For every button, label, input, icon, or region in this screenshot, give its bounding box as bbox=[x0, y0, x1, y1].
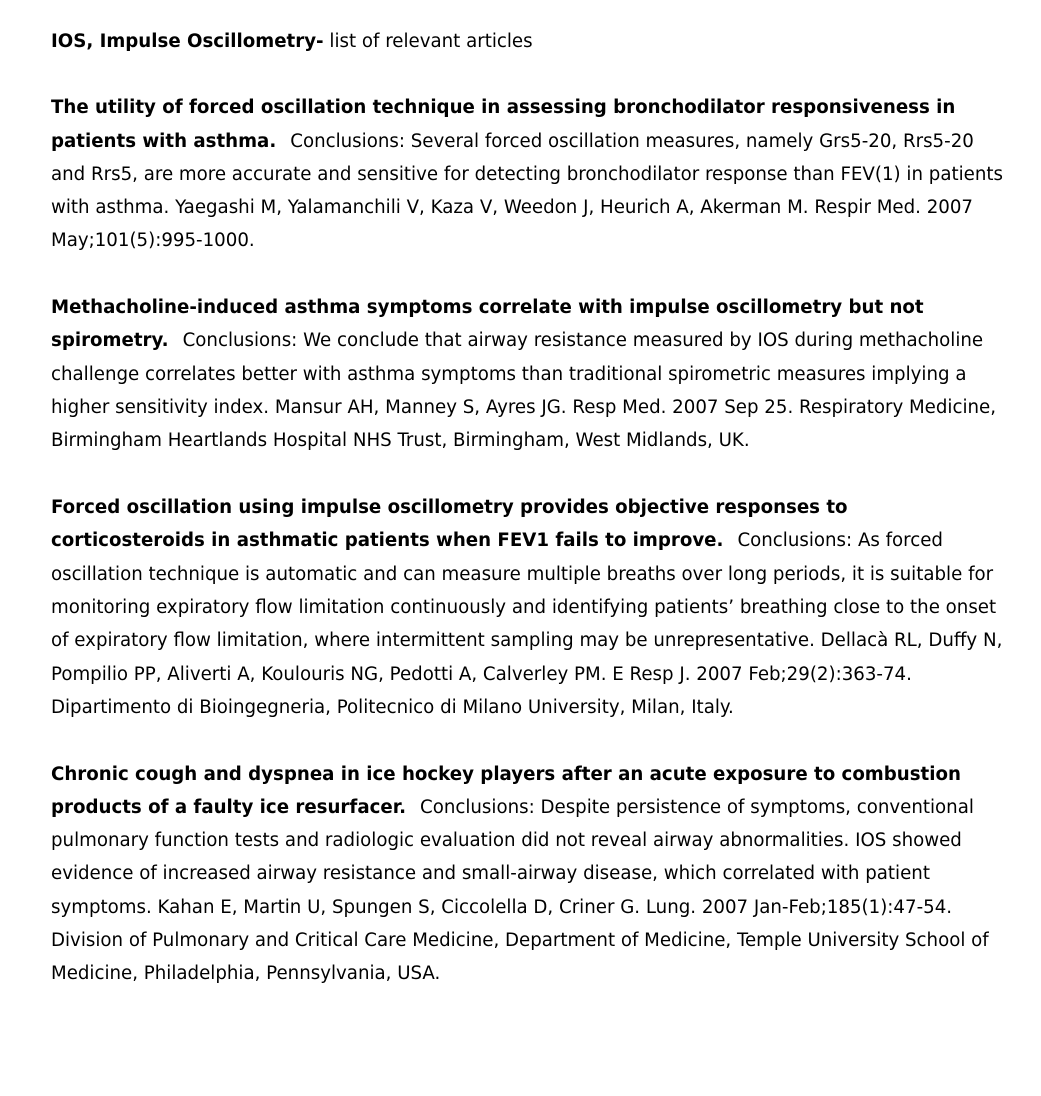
article-summary: Conclusions: We conclude that airway resistance measured by IOS during methacholine challenge correlates better with asthma symptoms than traditional spirometric measures implying a higher sensitivity index. Mansur AH, Manney S, Ayres JG. Resp Med. 2007 Sep 25. Respiratory Medicine, Birmingham Heartlands Hospital NHS Trust, Birmingham, West Midlands, UK. bbox=[51, 330, 997, 452]
article-entry bbox=[51, 491, 1006, 724]
article-title: Chronic cough and dyspnea in ice hockey players after an acute exposure to combustion products of a faulty ice resurfacer. bbox=[51, 763, 961, 818]
article-title: Methacholine-induced asthma symptoms correlate with impulse oscillometry but not spirometry. bbox=[51, 297, 924, 352]
article-summary: Conclusions: Several forced oscillation measures, namely Grs5-20, Rrs5-20 and Rrs5, are more accurate and sensitive for detecting bronchodilator response than FEV(1) in patients with asthma. Yaegashi M, Yalamanchili V, Kaza V, Weedon J, Heurich A, Akerman M. Respir Med. 2007 May;101(5):995-1000. bbox=[51, 130, 1003, 252]
article-summary: Conclusions: As forced oscillation technique is automatic and can measure multiple breaths over long periods, it is suitable for monitoring expiratory flow limitation continuously and identifying patients’ breathing close to the onset of expiratory flow limitation, where intermittent sampling may be unrepresentative. Dellacà RL, Duffy N, Pompilio PP, Aliverti A, Koulouris NG, Pedotti A, Calverley PM. E Resp J. 2007 Feb;29(2):363-74. Dipartimento di Bioingegneria, Politecnico di Milano University, Milan, Italy. bbox=[51, 530, 1003, 718]
page-header bbox=[51, 25, 1006, 58]
article-entry bbox=[51, 91, 1006, 257]
page-title: IOS, Impulse Oscillometry- bbox=[51, 31, 324, 52]
article-title: Forced oscillation using impulse oscillometry provides objective responses to corticosteroids in asthmatic patients when FEV1 fails to improve. bbox=[51, 497, 848, 552]
page-subtitle: list of relevant articles bbox=[329, 31, 533, 52]
article-entry bbox=[51, 291, 1006, 457]
article-list-page bbox=[51, 25, 1006, 1024]
article-entry bbox=[51, 758, 1006, 991]
article-summary: Conclusions: Despite persistence of symptoms, conventional pulmonary function tests and radiologic evaluation did not reveal airway abnormalities. IOS showed evidence of increased airway resistance and small-airway disease, which correlated with patient symptoms. Kahan E, Martin U, Spungen S, Ciccolella D, Criner G. Lung. 2007 Jan-Feb;185(1):47-54. Division of Pulmonary and Critical Care Medicine, Department of Medicine, Temple University School of Medicine, Philadelphia, Pennsylvania, USA. bbox=[51, 796, 989, 985]
article-title: The utility of forced oscillation technique in assessing bronchodilator responsiveness in patients with asthma. bbox=[51, 97, 956, 152]
